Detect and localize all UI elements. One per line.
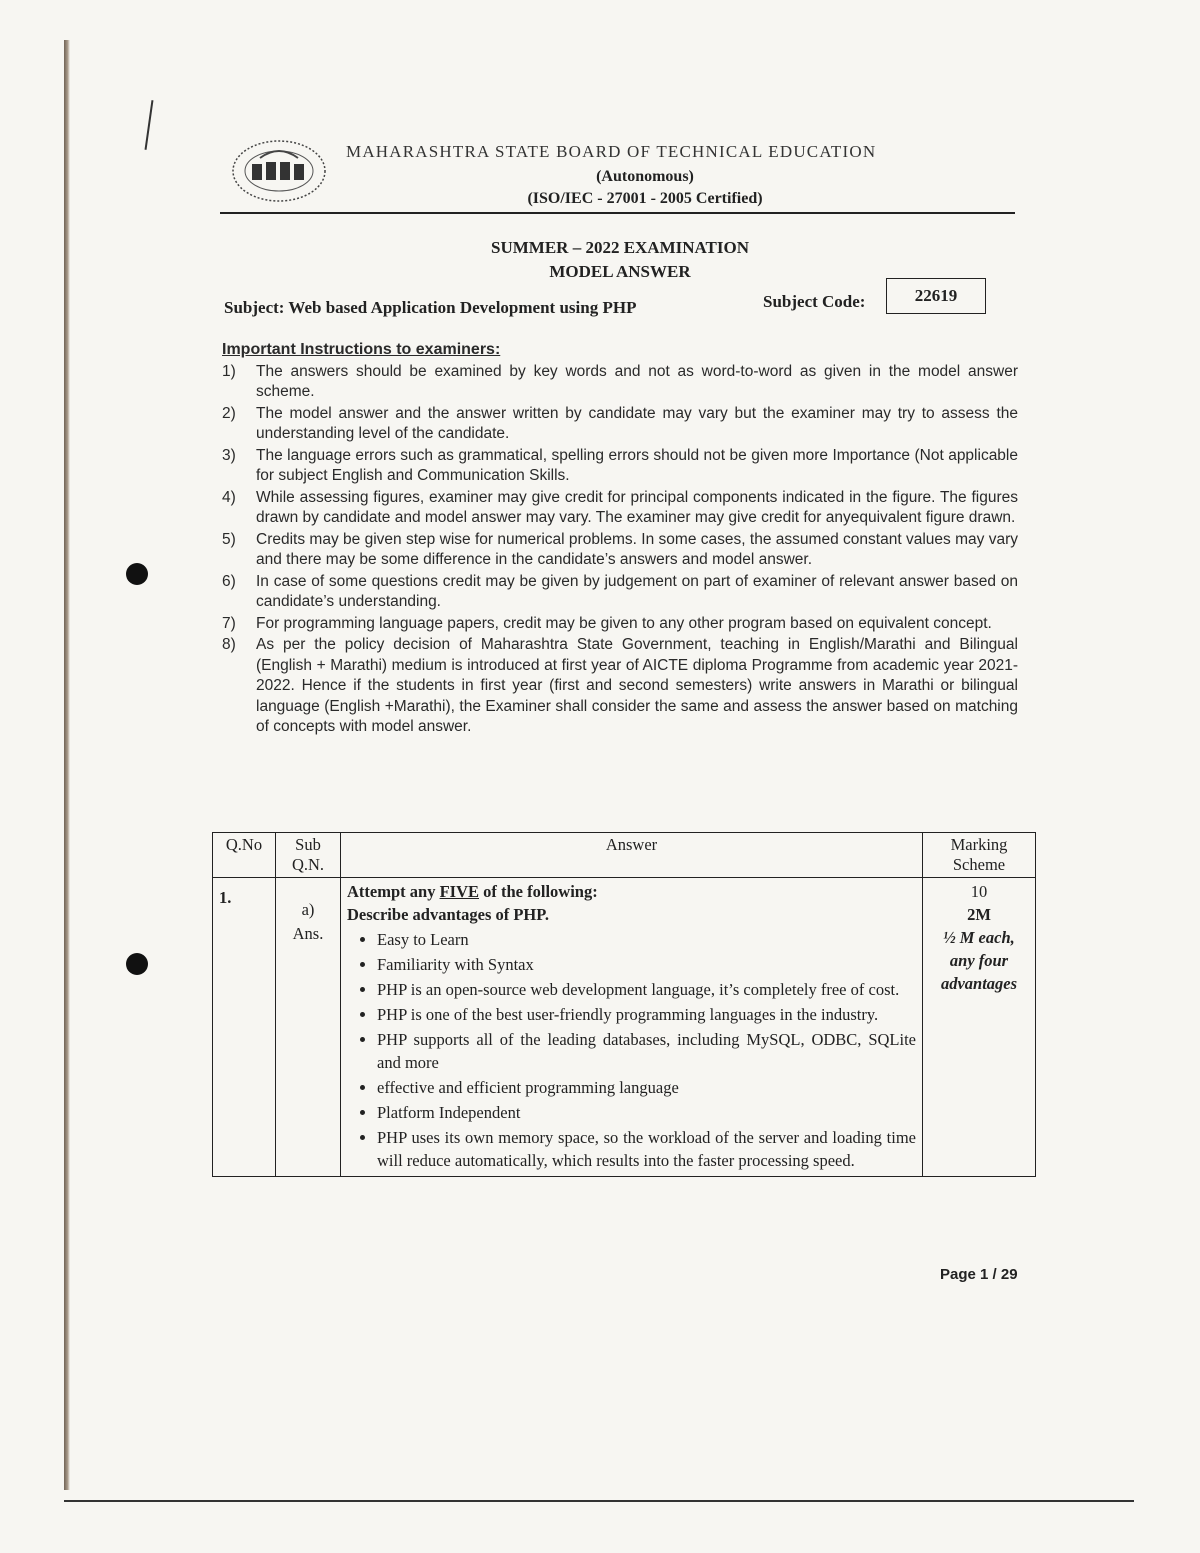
list-item: • Platform Independent xyxy=(377,1101,916,1124)
list-item: • Familiarity with Syntax xyxy=(377,953,916,976)
bottom-rule xyxy=(64,1500,1134,1502)
marks-note-3: advantages xyxy=(940,974,1018,993)
subject-code: 22619 xyxy=(886,278,986,314)
instruction-number: 7) xyxy=(222,614,236,632)
autonomous-label: (Autonomous) xyxy=(596,168,694,185)
page-number: Page 1 / 29 xyxy=(940,1266,1018,1283)
instruction-text: As per the policy decision of Maharashtra State Government, teaching in English/Marathi and Bilingual (English + Marathi) medium is introduced at first year of AICTE diploma Programme from academic year 2021-2022. Hence if the students in first year (first and second semesters) write answers in Marathi or bilingual language (English +Marathi), the Examiner shall consider the same and assess the answer based on matching of concepts with model answer. xyxy=(256,636,1018,735)
advantages-list xyxy=(347,928,916,1172)
instruction-text: In case of some questions credit may be given by judgement on part of examiner of relevant answer based on candidate’s understanding. xyxy=(256,572,1018,610)
instruction-item xyxy=(222,530,1018,571)
instruction-number: 8) xyxy=(222,636,236,653)
instruction-number: 3) xyxy=(222,446,236,464)
marking-cell xyxy=(923,878,1036,1177)
list-item: • PHP uses its own memory space, so the workload of the server and loading time will reduce automatically, which results into the faster processing speed. xyxy=(377,1126,916,1172)
marks-note-1: ½ M each, xyxy=(943,928,1015,947)
punch-hole-top xyxy=(126,563,148,585)
instruction-item xyxy=(222,635,1018,738)
question-text: Describe advantages of PHP. xyxy=(347,905,549,924)
table-row xyxy=(213,878,1036,1177)
attempt-instruction xyxy=(347,880,916,903)
list-item: • PHP is an open-source web development language, it’s completely free of cost. xyxy=(377,978,916,1001)
instruction-text: While assessing figures, examiner may give credit for principal components indicated in the figure. The figures drawn by candidate and model answer may vary. The examiner may give credit for anyequivalent figure drawn. xyxy=(256,488,1018,526)
instruction-item xyxy=(222,362,1018,403)
header-answer: Answer xyxy=(341,833,923,878)
instruction-number: 1) xyxy=(222,362,236,380)
instruction-text: The answers should be examined by key words and not as word-to-word as given in the model answer scheme. xyxy=(256,362,1018,400)
subject-name: Subject: Web based Application Development using PHP xyxy=(224,298,637,317)
subject-code-label: Subject Code: xyxy=(763,292,866,311)
header-marking-scheme: Marking Scheme xyxy=(923,833,1036,878)
table-header-row xyxy=(213,833,1036,878)
instruction-text: Credits may be given step wise for numerical problems. In some cases, the assumed constant values may vary and there may be some difference in the candidate’s answers and model answer. xyxy=(256,530,1018,568)
instruction-item xyxy=(222,488,1018,529)
header-sub-qn: Sub Q.N. xyxy=(276,833,341,878)
list-item: • Easy to Learn xyxy=(377,928,916,951)
exam-title-block xyxy=(420,236,820,284)
list-item: • PHP is one of the best user-friendly programming languages in the industry. xyxy=(377,1003,916,1026)
instruction-number: 2) xyxy=(222,404,236,422)
list-item: • effective and efficient programming language xyxy=(377,1076,916,1099)
attempt-suffix: of the following: xyxy=(479,882,598,901)
board-name: MAHARASHTRA STATE BOARD OF TECHNICAL EDUCATION xyxy=(346,142,877,161)
instruction-text: The language errors such as grammatical, spelling errors should not be given more Importance (Not applicable for subject English and Communication Skills. xyxy=(256,446,1018,484)
attempt-prefix: Attempt any xyxy=(347,882,440,901)
answer-cell xyxy=(341,878,923,1177)
punch-hole-bottom xyxy=(126,953,148,975)
instruction-number: 6) xyxy=(222,572,236,590)
scan-edge xyxy=(64,40,70,1490)
exam-title: SUMMER – 2022 EXAMINATION xyxy=(491,238,749,257)
instruction-number: 4) xyxy=(222,488,236,506)
marks-note-2: any four xyxy=(949,951,1009,970)
instructions-section xyxy=(222,340,1018,739)
instruction-number: 5) xyxy=(222,530,236,548)
header-qno: Q.No xyxy=(213,833,276,878)
answer-label: Ans. xyxy=(292,924,324,943)
marks-sub: 2M xyxy=(967,905,991,924)
instruction-item xyxy=(222,614,1018,635)
sub-question-cell xyxy=(276,878,341,1177)
question-number: 1. xyxy=(213,878,276,1177)
marks-total: 10 xyxy=(970,882,988,901)
answer-table xyxy=(212,832,1036,1177)
instruction-item xyxy=(222,404,1018,445)
instruction-item xyxy=(222,572,1018,613)
sub-question-letter: a) xyxy=(301,900,315,919)
pen-mark xyxy=(145,100,154,150)
instruction-text: The model answer and the answer written by candidate may vary but the examiner may try to assess the understanding level of the candidate. xyxy=(256,404,1018,442)
document-header xyxy=(230,138,1020,218)
attempt-emphasis: FIVE xyxy=(439,882,479,901)
instructions-heading: Important Instructions to examiners: xyxy=(222,341,501,358)
instruction-text: For programming language papers, credit may be given to any other program based on equivalent concept. xyxy=(256,614,992,632)
list-item: • PHP supports all of the leading databases, including MySQL, ODBC, SQLite and more xyxy=(377,1028,916,1074)
instruction-item xyxy=(222,446,1018,487)
header-divider xyxy=(220,212,1015,214)
exam-subtitle: MODEL ANSWER xyxy=(549,262,691,281)
certification-label: (ISO/IEC - 27001 - 2005 Certified) xyxy=(527,190,763,207)
